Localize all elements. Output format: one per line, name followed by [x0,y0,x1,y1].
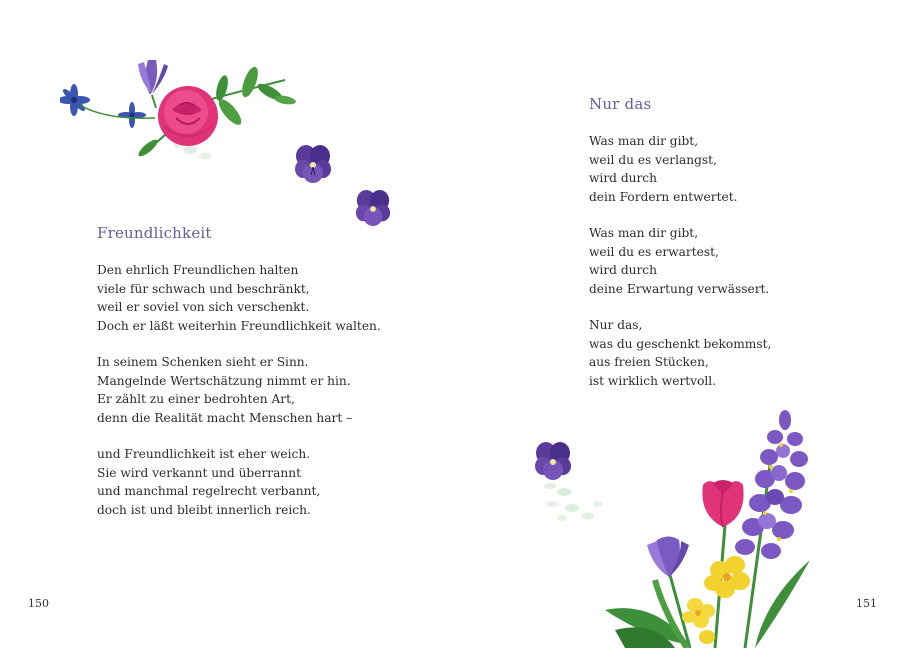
poem-line: Was man dir gibt, [589,134,699,148]
lavender-tulip-bouquet-illustration [595,405,845,648]
poem-line: weil du es erwartest, [589,244,719,259]
poem-line: viele für schwach und beschränkt, [97,281,310,296]
stanza [97,445,320,519]
poem-line: Nur das, [589,318,643,332]
poem-line: und Freundlichkeit ist eher weich. [97,447,311,461]
poem-title: Freundlichkeit [97,224,212,242]
poem-line: Er zählt zu einer bedrohten Art, [97,392,295,407]
poem-line: wird durch [589,263,657,278]
poem-line: Sie wird verkannt und überrannt [97,465,301,480]
page-number: 150 [28,597,49,610]
poem-line: denn die Realität macht Menschen hart – [97,410,353,425]
poem-line: weil er soviel von sich verschenkt. [97,300,310,315]
poem-line: deine Erwartung verwässert. [589,281,770,296]
poem-line: aus freien Stücken, [589,355,709,370]
pansy-icon [533,440,573,482]
poem-title: Nur das [589,95,652,113]
stanza [589,224,769,298]
pansy-icon [293,143,333,185]
stanza [589,132,737,206]
pansy-icon [354,188,392,228]
poem-line: Den ehrlich Freundlichen halten [97,263,299,277]
poem-line: Mangelnde Wertschätzung nimmt er hin. [97,373,351,388]
poem-line: doch ist und bleibt innerlich reich. [97,502,311,517]
poem-line: Was man dir gibt, [589,226,699,240]
poem-line: wird durch [589,171,657,186]
poem-line: weil du es verlangst, [589,152,717,167]
page-number: 151 [856,597,877,610]
stanza [97,353,352,427]
right-page [450,0,900,648]
poem-line: dein Fordern entwertet. [589,189,738,204]
poem-line: was du geschenkt bekommst, [589,336,772,351]
stanza [97,261,381,335]
rose-bouquet-illustration [60,50,300,170]
stanza [589,316,771,390]
poem-line: und manchmal regelrecht verbannt, [97,484,321,499]
poem-line: Doch er läßt weiterhin Freundlichkeit walten. [97,318,381,333]
poem-line: ist wirklich wertvoll. [589,373,717,388]
poem-line: In seinem Schenken sieht er Sinn. [97,355,309,369]
